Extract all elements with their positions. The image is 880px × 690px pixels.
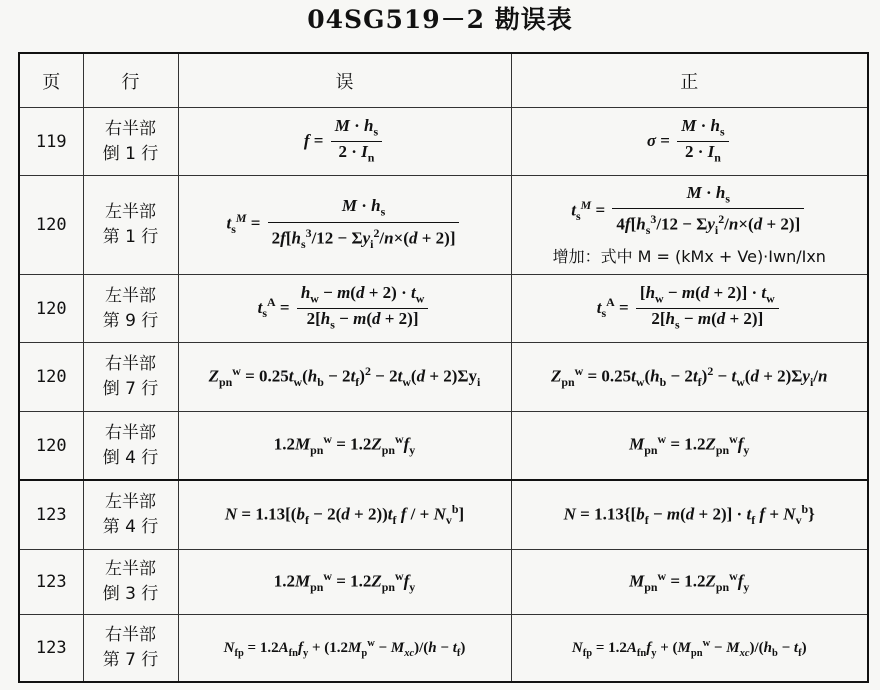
page-cell: 123 — [19, 550, 83, 615]
line-part: 右半部 — [105, 422, 156, 443]
right-formula: $Z_{pn}^w = 0.25t_w(h_b - 2t_f)^2 - t_w(d + 2)\Sigma y_i/n$ — [511, 343, 868, 412]
line-pos: 第 9 行 — [102, 310, 159, 331]
page-cell: 119 — [19, 108, 83, 176]
page-cell: 120 — [19, 343, 83, 412]
line-cell — [83, 412, 178, 481]
wrong-formula: f = $\frac{M \cdot h_s}{2 \cdot I_n}$ — [178, 108, 511, 176]
right-formula: $N_{fp} = 1.2A_{fn}f_y + (M_{pn}^w - M_{xc})/(h_b - t_f)$ — [511, 615, 868, 683]
errata-table — [18, 52, 869, 683]
line-cell — [83, 480, 178, 550]
right-formula: $M_{pn}^w = 1.2Z_{pn}^wf_y$ — [511, 412, 868, 481]
header-page: 页 — [19, 53, 83, 108]
table-row — [19, 550, 868, 615]
line-pos: 第 1 行 — [102, 227, 159, 247]
line-part: 左半部 — [105, 285, 156, 306]
right-formula: $t_s^A$ = $\frac{[h_w - m(d + 2)] \cdot t_w}{2[h_s - m(d + 2)]}$ — [511, 275, 868, 343]
line-pos: 第 7 行 — [102, 650, 159, 670]
line-pos: 倒 7 行 — [102, 379, 159, 399]
header-right: 正 — [511, 53, 868, 108]
page-cell: 120 — [19, 275, 83, 343]
right-formula: σ = $\frac{M \cdot h_s}{2 \cdot I_n}$ — [511, 108, 868, 176]
wrong-formula: $Z_{pn}^w = 0.25t_w(h_b - 2t_f)^2 - 2t_w(d + 2)\Sigma y_i$ — [178, 343, 511, 412]
page-cell: 120 — [19, 412, 83, 481]
wrong-formula: $1.2M_{pn}^w = 1.2Z_{pn}^wf_y$ — [178, 550, 511, 615]
table-row — [19, 615, 868, 683]
line-pos: 倒 1 行 — [102, 143, 159, 164]
added-note: 增加：式中 M = (kMx + Ve)·Iwn/Ixn — [552, 247, 826, 267]
line-part: 右半部 — [105, 354, 156, 374]
line-cell — [83, 343, 178, 412]
page-cell: 120 — [19, 176, 83, 275]
right-formula: $M_{pn}^w = 1.2Z_{pn}^wf_y$ — [511, 550, 868, 615]
line-part: 左半部 — [105, 559, 156, 579]
header-wrong: 误 — [178, 53, 511, 108]
header-line: 行 — [83, 53, 178, 108]
header-row — [19, 53, 868, 108]
wrong-formula: $1.2M_{pn}^w = 1.2Z_{pn}^wf_y$ — [178, 412, 511, 481]
line-pos: 第 4 行 — [102, 517, 159, 537]
wrong-formula: $t_s^M$ = $\frac{M \cdot h_s}{2f[h_s^3/12 - \Sigma y_i^2/n\times(d + 2)]}$ — [178, 176, 511, 275]
table-row — [19, 480, 868, 550]
line-part: 左半部 — [105, 492, 156, 512]
table-row — [19, 412, 868, 481]
page-title: 04SG519－2 勘误表 — [307, 5, 573, 34]
line-cell — [83, 176, 178, 275]
right-formula: $N = 1.13\{[b_f - m(d + 2)] \cdot t_f$ $f + N_v^b$} — [511, 480, 868, 550]
table-row — [19, 275, 868, 343]
line-cell — [83, 615, 178, 683]
line-part: 右半部 — [105, 118, 156, 139]
page-cell: 123 — [19, 480, 83, 550]
wrong-formula: $N_{fp} = 1.2A_{fn}f_y + (1.2M_p^w - M_{xc})/(h - t_f)$ — [178, 615, 511, 683]
line-pos: 倒 3 行 — [102, 584, 159, 604]
right-formula: $t_s^M$ = $\frac{M \cdot h_s}{4f[h_s^3/12 - \Sigma y_i^2/n\times(d + 2)]}$ 增加：式中 M = (kMx + Ve)·Iwn/Ixn — [511, 176, 868, 275]
page-cell: 123 — [19, 615, 83, 683]
line-cell — [83, 108, 178, 176]
table-row — [19, 176, 868, 275]
wrong-formula: $t_s^A$ = $\frac{h_w - m(d + 2) \cdot t_w}{2[h_s - m(d + 2)]}$ — [178, 275, 511, 343]
line-pos: 倒 4 行 — [102, 447, 159, 468]
line-part: 右半部 — [105, 625, 156, 645]
line-cell — [83, 550, 178, 615]
line-cell — [83, 275, 178, 343]
table-row — [19, 343, 868, 412]
wrong-formula: $N = 1.13[(b_f - 2(d + 2))t_f$ f / + $N_v^b$] — [178, 480, 511, 550]
line-part: 左半部 — [105, 202, 156, 222]
table-row — [19, 108, 868, 176]
